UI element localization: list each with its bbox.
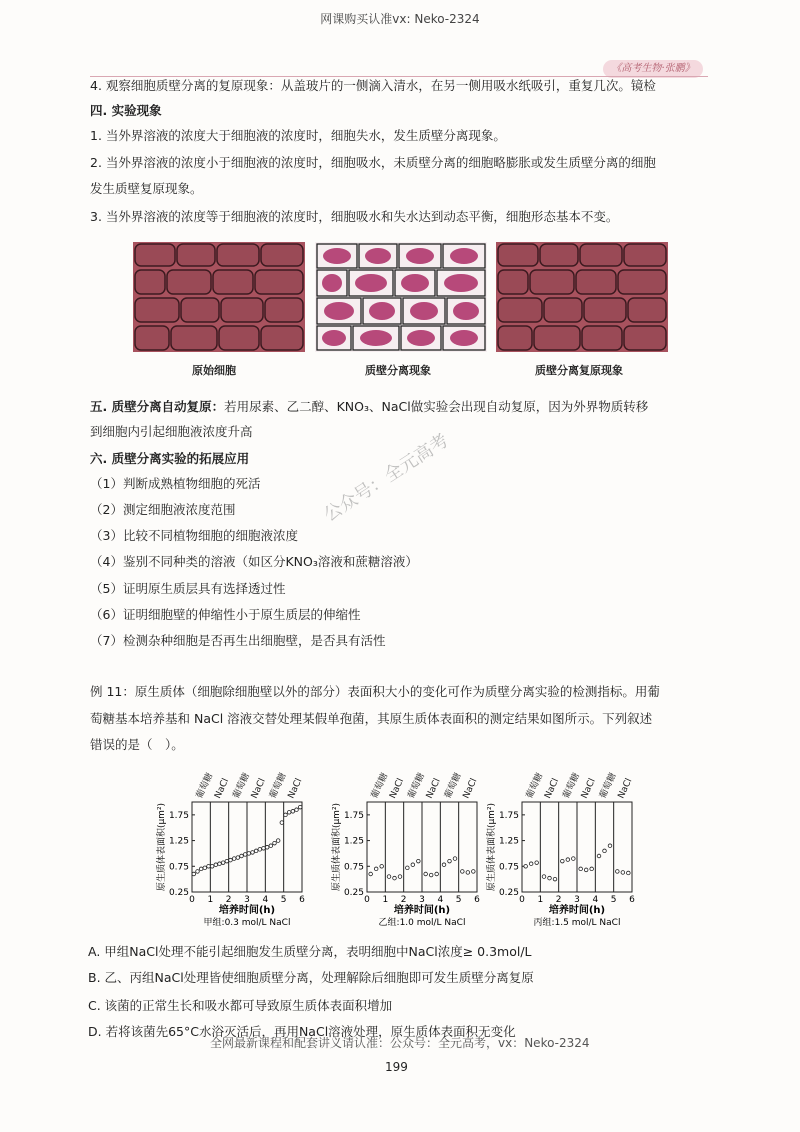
section6-title: 六. 质壁分离实验的拓展应用: [90, 451, 250, 466]
data-point: [411, 863, 415, 867]
data-point: [280, 821, 284, 825]
data-point: [291, 809, 295, 813]
x-axis-label: 培养时间(h): [218, 905, 276, 916]
chart-bing-svg: [480, 760, 660, 930]
step4-text: 4. 观察细胞质壁分离的复原现象：从盖玻片的一侧滴入清水，在另一侧用吸水纸吸引，重复几次。镜检: [90, 78, 656, 93]
data-point: [262, 846, 266, 850]
data-point: [210, 864, 214, 868]
footer-watermark: 全网最新课程和配套讲义请认准：公众号：全元高考，vx：Neko-2324: [210, 1036, 590, 1050]
chart-group-yi: [325, 760, 505, 934]
book-tag: 《高考生物·张鹏》: [603, 60, 703, 78]
treatment-label: NaCl: [388, 776, 407, 801]
y-tick-label: 0.25: [168, 888, 189, 898]
x-tick-label: 1: [382, 895, 389, 905]
data-point: [627, 871, 631, 875]
treatment-label: 葡萄糖: [369, 771, 391, 801]
y-tick-label: 1.25: [498, 836, 519, 847]
caption-recovery: 质壁分离复原现象: [535, 364, 623, 377]
x-tick-label: 5: [455, 895, 462, 905]
data-point: [424, 872, 428, 876]
data-point: [214, 863, 218, 867]
x-tick-label: 6: [629, 895, 635, 905]
treatment-label: NaCl: [424, 776, 443, 801]
x-tick-label: 2: [400, 895, 407, 905]
data-point: [393, 876, 397, 880]
treatment-label: 葡萄糖: [231, 771, 252, 801]
treatment-label: 葡萄糖: [561, 771, 582, 801]
data-point: [298, 805, 302, 809]
data-point: [251, 851, 255, 855]
data-point: [608, 844, 612, 848]
x-tick-label: 1: [207, 895, 214, 905]
data-point: [561, 859, 565, 863]
data-point: [229, 858, 233, 862]
x-tick-label: 0: [519, 895, 525, 905]
x-tick-label: 5: [280, 895, 287, 905]
application-2: （2）测定细胞液浓度范围: [90, 502, 236, 517]
chart-group-jia: [150, 760, 330, 934]
data-point: [284, 813, 288, 817]
result-3: 3. 当外界溶液的浓度等于细胞液的浓度时，细胞吸水和失水达到动态平衡，细胞形态基本不变。: [90, 209, 619, 224]
x-tick-label: 1: [537, 895, 544, 905]
y-tick-label: 1.75: [498, 810, 519, 821]
treatment-label: 葡萄糖: [194, 771, 216, 801]
diagonal-watermark: 公众号：全元高考: [320, 429, 453, 526]
x-tick-label: 4: [262, 895, 269, 905]
data-point: [429, 873, 433, 877]
y-tick-label: 1.75: [343, 810, 364, 821]
data-point: [221, 861, 225, 865]
caption-original: 原始细胞: [192, 364, 236, 377]
section5-text: 若用尿素、乙二醇、KNO₃、NaCl做实验会出现自动复原，因为外界物质转移: [224, 399, 649, 414]
treatment-label: 葡萄糖: [406, 771, 427, 801]
application-5: （5）证明原生质层具有选择透过性: [90, 581, 286, 596]
data-point: [453, 857, 457, 861]
data-point: [374, 867, 378, 871]
x-tick-label: 5: [610, 895, 617, 905]
data-point: [380, 864, 384, 868]
example-line-1: 例 11：原生质体（细胞除细胞壁以外的部分）表面积大小的变化可作为质壁分离实验的检测指标。用葡: [90, 684, 660, 699]
x-tick-label: 4: [437, 895, 444, 905]
recovery-image: [496, 242, 668, 352]
x-tick-label: 0: [364, 895, 370, 905]
result-2b: 发生质壁复原现象。: [90, 181, 203, 196]
x-tick-label: 2: [225, 895, 232, 905]
data-point: [406, 866, 410, 870]
x-tick-label: 3: [244, 895, 250, 905]
x-tick-label: 2: [555, 895, 562, 905]
data-point: [442, 863, 446, 867]
chart-title: 丙组:1.5 mol/L NaCl: [533, 918, 621, 928]
data-point: [387, 875, 391, 879]
option-a: A. 甲组NaCl处理不能引起细胞发生质壁分离，表明细胞中NaCl浓度≥ 0.3mol/L: [88, 944, 532, 959]
application-6: （6）证明细胞壁的伸缩性小于原生质层的伸缩性: [90, 607, 361, 622]
data-point: [369, 872, 373, 876]
data-point: [616, 870, 620, 874]
data-point: [203, 866, 207, 870]
treatment-label: NaCl: [543, 776, 562, 801]
example-line-2: 萄糖基本培养基和 NaCl 溶液交替处理某假单孢菌，其原生质体表面积的测定结果如图所示。下列叙述: [90, 711, 653, 726]
treatment-label: 葡萄糖: [598, 771, 619, 801]
chart-group-bing: [480, 760, 660, 934]
x-tick-label: 0: [189, 895, 195, 905]
treatment-label: NaCl: [213, 776, 232, 801]
data-point: [196, 870, 200, 874]
treatment-label: NaCl: [579, 776, 598, 801]
data-point: [542, 875, 546, 879]
application-7: （7）检测杂种细胞是否再生出细胞壁，是否具有活性: [90, 633, 386, 648]
result-2a: 2. 当外界溶液的浓度小于细胞液的浓度时，细胞吸水，未质壁分离的细胞略膨胀或发生质壁分离的细胞: [90, 155, 656, 170]
data-point: [398, 875, 402, 879]
original-cell-image: [133, 242, 305, 352]
data-point: [276, 839, 280, 843]
data-point: [584, 868, 588, 872]
data-point: [258, 848, 262, 852]
data-point: [579, 867, 583, 871]
data-point: [590, 867, 594, 871]
data-point: [295, 808, 299, 812]
chart-title: 乙组:1.0 mol/L NaCl: [378, 918, 466, 928]
chart-yi-svg: [325, 760, 505, 930]
y-tick-label: 0.75: [498, 862, 519, 873]
x-tick-label: 6: [299, 895, 305, 905]
application-3: （3）比较不同植物细胞的细胞液浓度: [90, 528, 298, 543]
data-point: [553, 877, 557, 881]
x-tick-label: 3: [419, 895, 425, 905]
data-point: [247, 852, 251, 856]
data-point: [603, 849, 607, 853]
data-point: [466, 871, 470, 875]
data-point: [529, 862, 533, 866]
data-point: [265, 845, 269, 849]
data-point: [597, 854, 601, 858]
micrograph-row: [133, 242, 668, 352]
data-point: [243, 853, 247, 857]
x-tick-label: 6: [474, 895, 480, 905]
data-point: [240, 854, 244, 858]
treatment-label: NaCl: [616, 776, 635, 801]
section5-text2: 到细胞内引起细胞液浓度升高: [90, 424, 253, 439]
page-number: 199: [385, 1060, 408, 1074]
treatment-label: NaCl: [461, 776, 480, 801]
data-point: [472, 870, 476, 874]
treatment-label: NaCl: [249, 776, 268, 801]
y-axis-label: 原生质体表面积(μm²): [332, 802, 342, 892]
caption-plasmolysis: 质壁分离现象: [365, 364, 431, 377]
chart-title: 甲组:0.3 mol/L NaCl: [203, 918, 291, 928]
y-axis-label: 原生质体表面积(μm²): [157, 802, 167, 892]
chart-jia-svg: [150, 760, 330, 930]
section5-title: 五. 质壁分离自动复原：: [90, 399, 225, 414]
data-point: [566, 858, 570, 862]
data-point: [448, 859, 452, 863]
x-axis-label: 培养时间(h): [393, 905, 451, 916]
treatment-label: 葡萄糖: [443, 771, 464, 801]
data-point: [199, 867, 203, 871]
section4-title: 四. 实验现象: [90, 103, 162, 118]
data-point: [548, 876, 552, 880]
data-point: [621, 871, 625, 875]
data-point: [535, 861, 539, 865]
data-point: [524, 864, 528, 868]
application-1: （1）判断成熟植物细胞的死活: [90, 476, 261, 491]
y-tick-label: 0.75: [168, 862, 189, 873]
data-point: [254, 849, 258, 853]
treatment-label: 葡萄糖: [524, 771, 546, 801]
result-1: 1. 当外界溶液的浓度大于细胞液的浓度时，细胞失水，发生质壁分离现象。: [90, 128, 506, 143]
data-point: [435, 872, 439, 876]
x-axis-label: 培养时间(h): [548, 905, 606, 916]
x-tick-label: 3: [574, 895, 580, 905]
data-point: [572, 857, 576, 861]
x-tick-label: 4: [592, 895, 599, 905]
y-tick-label: 1.75: [168, 810, 189, 821]
data-point: [192, 872, 196, 876]
treatment-label: NaCl: [286, 776, 305, 801]
top-watermark: 网课购买认准vx: Neko-2324: [320, 12, 480, 26]
data-point: [225, 859, 229, 863]
option-d: D. 若将该菌先65°C水浴灭活后，再用NaCl溶液处理，原生质体表面积无变化: [88, 1024, 516, 1039]
option-c: C. 该菌的正常生长和吸水都可导致原生质体表面积增加: [88, 998, 393, 1013]
data-point: [269, 844, 273, 848]
data-point: [417, 859, 421, 863]
data-point: [287, 810, 291, 814]
data-point: [273, 841, 277, 845]
application-4: （4）鉴别不同种类的溶液（如区分KNO₃溶液和蔗糖溶液）: [90, 554, 418, 569]
y-tick-label: 0.25: [343, 888, 364, 898]
data-point: [218, 862, 222, 866]
data-point: [207, 864, 211, 868]
data-point: [236, 856, 240, 860]
data-point: [461, 870, 465, 874]
example-line-3: 错误的是（ ）。: [90, 737, 184, 752]
y-tick-label: 1.25: [168, 836, 189, 847]
section5: [90, 394, 710, 419]
y-tick-label: 0.75: [343, 862, 364, 873]
plasmolysis-image: [315, 242, 487, 352]
y-axis-label: 原生质体表面积(μm²): [487, 802, 497, 892]
y-tick-label: 1.25: [343, 836, 364, 847]
treatment-label: 葡萄糖: [268, 771, 289, 801]
y-tick-label: 0.25: [498, 888, 519, 898]
option-b: B. 乙、丙组NaCl处理皆使细胞质壁分离，处理解除后细胞即可发生质壁分离复原: [88, 970, 534, 985]
data-point: [232, 857, 236, 861]
